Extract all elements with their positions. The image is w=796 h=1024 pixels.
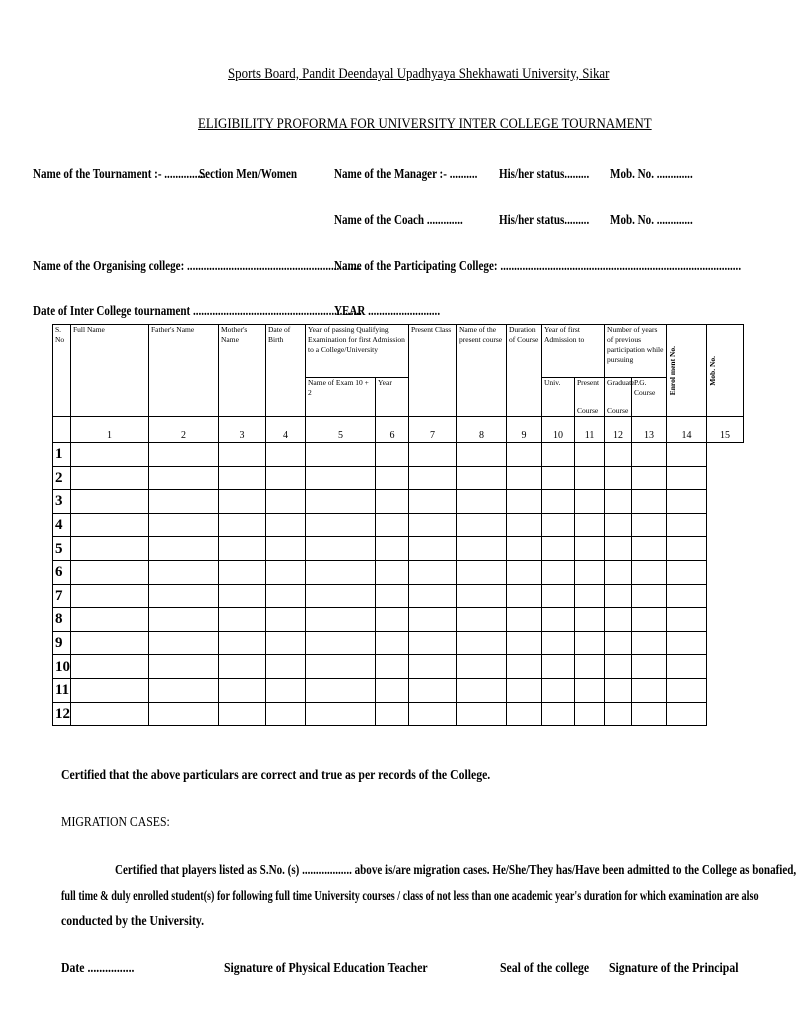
table-cell	[667, 560, 707, 584]
row-number: 4	[53, 513, 71, 537]
table-row	[53, 584, 744, 608]
table-cell	[507, 584, 542, 608]
table-cell	[507, 678, 542, 702]
row-number: 6	[53, 560, 71, 584]
table-cell	[71, 655, 149, 679]
table-cell	[71, 466, 149, 490]
table-cell	[667, 584, 707, 608]
table-cell	[575, 702, 605, 726]
row-number: 7	[53, 584, 71, 608]
table-cell	[542, 678, 575, 702]
table-cell	[457, 584, 507, 608]
table-cell	[71, 702, 149, 726]
header-mother-name: Mother's Name	[219, 325, 266, 417]
table-cell	[376, 443, 409, 467]
subheader-graduate	[605, 378, 635, 417]
table-cell	[575, 655, 605, 679]
column-number: 6	[376, 417, 409, 443]
table-cell	[266, 631, 306, 655]
certification-text: Certified that the above particulars are correct and true as per records of the College.	[61, 768, 491, 783]
table-cell	[632, 466, 667, 490]
table-cell	[605, 490, 632, 514]
migration-heading: MIGRATION CASES:	[61, 815, 170, 830]
table-cell	[667, 608, 707, 632]
table-cell	[542, 702, 575, 726]
table-cell	[667, 490, 707, 514]
table-cell	[409, 655, 457, 679]
table-cell	[149, 443, 219, 467]
table-cell	[575, 513, 605, 537]
table-cell	[376, 560, 409, 584]
table-cell	[605, 631, 632, 655]
table-cell	[71, 537, 149, 561]
table-cell	[71, 608, 149, 632]
table-cell	[457, 490, 507, 514]
manager-mob-field: Mob. No. .............	[610, 166, 693, 181]
table-cell	[605, 560, 632, 584]
table-cell	[376, 537, 409, 561]
column-number: 14	[667, 417, 707, 443]
table-cell	[149, 584, 219, 608]
coach-status-field: His/her status.........	[499, 212, 590, 227]
table-cell	[542, 490, 575, 514]
table-cell	[149, 678, 219, 702]
graduate-label: Graduate	[607, 378, 635, 387]
table-cell	[409, 631, 457, 655]
table-cell	[306, 631, 376, 655]
column-number: 1	[71, 417, 149, 443]
table-cell	[266, 655, 306, 679]
table-cell	[457, 466, 507, 490]
table-cell	[306, 490, 376, 514]
enrolment-label: Enrol ment No.	[668, 345, 678, 396]
row-number: 3	[53, 490, 71, 514]
table-cell	[409, 466, 457, 490]
table-cell	[376, 466, 409, 490]
table-cell	[149, 631, 219, 655]
row-number: 5	[53, 537, 71, 561]
table-cell	[507, 513, 542, 537]
table-cell	[306, 608, 376, 632]
present-label: Present	[577, 378, 600, 387]
table-cell	[457, 678, 507, 702]
table-cell	[507, 702, 542, 726]
table-cell	[149, 702, 219, 726]
table-cell	[632, 655, 667, 679]
header-first-admission: Year of first Admission to	[542, 325, 605, 378]
table-cell	[219, 490, 266, 514]
table-row	[53, 560, 744, 584]
table-cell	[542, 608, 575, 632]
table-cell	[219, 560, 266, 584]
table-cell	[542, 655, 575, 679]
section-field: Section Men/Women	[199, 166, 298, 181]
table-cell	[575, 608, 605, 632]
table-cell	[266, 537, 306, 561]
table-cell	[667, 655, 707, 679]
table-cell	[575, 443, 605, 467]
header-previous-years: Number of years of previous participation while pursuing	[605, 325, 667, 378]
column-number-blank	[53, 417, 71, 443]
subheader-pg: P.G. Course	[632, 378, 667, 417]
table-cell	[376, 678, 409, 702]
table-cell	[219, 443, 266, 467]
table-cell	[667, 443, 707, 467]
table-cell	[71, 513, 149, 537]
table-cell	[409, 537, 457, 561]
row-number: 10	[53, 655, 71, 679]
table-cell	[149, 655, 219, 679]
table-cell	[376, 655, 409, 679]
table-cell	[632, 608, 667, 632]
table-cell	[457, 655, 507, 679]
table-cell	[605, 443, 632, 467]
table-cell	[409, 584, 457, 608]
table-row	[53, 608, 744, 632]
table-cell	[266, 608, 306, 632]
table-cell	[306, 443, 376, 467]
table-cell	[605, 678, 632, 702]
table-cell	[457, 631, 507, 655]
table-cell	[507, 631, 542, 655]
row-number: 2	[53, 466, 71, 490]
table-cell	[575, 560, 605, 584]
table-cell	[605, 466, 632, 490]
table-row	[53, 702, 744, 726]
table-cell	[632, 631, 667, 655]
table-cell	[266, 513, 306, 537]
table-cell	[575, 631, 605, 655]
table-cell	[575, 490, 605, 514]
document-subtitle: ELIGIBILITY PROFORMA FOR UNIVERSITY INTER COLLEGE TOURNAMENT	[198, 116, 652, 132]
table-cell	[71, 560, 149, 584]
table-row	[53, 513, 744, 537]
table-cell	[409, 560, 457, 584]
table-row	[53, 466, 744, 490]
table-cell	[149, 608, 219, 632]
table-cell	[457, 702, 507, 726]
table-row	[53, 537, 744, 561]
table-cell	[306, 678, 376, 702]
footer-principal-signature: Signature of the Principal	[609, 961, 739, 976]
table-cell	[376, 702, 409, 726]
table-cell	[507, 466, 542, 490]
table-cell	[376, 631, 409, 655]
table-cell	[457, 560, 507, 584]
table-cell	[542, 560, 575, 584]
table-cell	[149, 490, 219, 514]
table-cell	[219, 513, 266, 537]
graduate-course-label: Course	[607, 406, 629, 415]
column-number: 3	[219, 417, 266, 443]
table-cell	[266, 702, 306, 726]
column-number: 9	[507, 417, 542, 443]
subheader-univ: Univ.	[542, 378, 575, 417]
table-cell	[219, 584, 266, 608]
table-cell	[632, 584, 667, 608]
table-cell	[575, 678, 605, 702]
table-cell	[219, 678, 266, 702]
table-cell	[507, 655, 542, 679]
table-cell	[376, 490, 409, 514]
table-cell	[71, 584, 149, 608]
table-row	[53, 678, 744, 702]
table-row	[53, 655, 744, 679]
document-title: Sports Board, Pandit Deendayal Upadhyaya Shekhawati University, Sikar	[228, 66, 610, 82]
table-cell	[667, 466, 707, 490]
table-cell	[575, 537, 605, 561]
table-cell	[632, 513, 667, 537]
column-number: 7	[409, 417, 457, 443]
column-number: 5	[306, 417, 376, 443]
table-cell	[376, 608, 409, 632]
table-cell	[605, 584, 632, 608]
table-cell	[667, 702, 707, 726]
column-number: 12	[605, 417, 632, 443]
table-cell	[542, 466, 575, 490]
table-cell	[575, 584, 605, 608]
table-cell	[306, 466, 376, 490]
table-cell	[306, 584, 376, 608]
mob-label: Mob. No.	[708, 355, 718, 386]
table-cell	[409, 702, 457, 726]
year-field: YEAR ..........................	[334, 303, 441, 318]
column-number: 10	[542, 417, 575, 443]
footer-college-seal: Seal of the college	[500, 961, 590, 976]
table-cell	[542, 584, 575, 608]
table-cell	[605, 702, 632, 726]
table-cell	[266, 443, 306, 467]
table-cell	[507, 443, 542, 467]
table-cell	[219, 631, 266, 655]
organising-college-field: Name of the Organising college: ...............................................................	[33, 258, 362, 273]
table-cell	[542, 537, 575, 561]
header-present-class: Present Class	[409, 325, 457, 417]
migration-line-2: full time & duly enrolled student(s) for following full time University courses / class of not less than one academic year's duration for which examination are also	[61, 889, 759, 904]
date-field: Date of Inter College tournament .............................................................	[33, 303, 362, 318]
table-cell	[219, 655, 266, 679]
header-present-course: Name of the present course	[457, 325, 507, 417]
table-cell	[457, 513, 507, 537]
tournament-field: Name of the Tournament :- ...............	[33, 166, 206, 181]
table-cell	[71, 490, 149, 514]
table-row	[53, 490, 744, 514]
participating-college-field: Name of the Participating College: .......................................................................................	[334, 258, 742, 273]
table-cell	[409, 443, 457, 467]
migration-line-3: conducted by the University.	[61, 914, 205, 929]
table-cell	[266, 490, 306, 514]
present-course-label: Course	[577, 406, 599, 415]
table-cell	[219, 466, 266, 490]
table-cell	[605, 537, 632, 561]
data-rows	[53, 443, 744, 726]
table-cell	[71, 443, 149, 467]
table-cell	[306, 655, 376, 679]
header-duration: Duration of Course	[507, 325, 542, 417]
migration-line-1: Certified that players listed as S.No. (s) .................. above is/are migration cases. He/She/They has/Have been admitted to the College as bonafied,	[115, 863, 796, 878]
footer-date: Date ................	[61, 961, 135, 976]
table-cell	[605, 608, 632, 632]
table-cell	[667, 631, 707, 655]
column-number: 8	[457, 417, 507, 443]
column-number: 11	[575, 417, 605, 443]
table-cell	[667, 678, 707, 702]
table-cell	[376, 584, 409, 608]
subheader-present	[575, 378, 605, 417]
table-cell	[71, 678, 149, 702]
table-cell	[605, 655, 632, 679]
table-cell	[306, 537, 376, 561]
column-number: 4	[266, 417, 306, 443]
row-number: 11	[53, 678, 71, 702]
table-cell	[632, 490, 667, 514]
table-cell	[409, 608, 457, 632]
manager-field: Name of the Manager :- ..........	[334, 166, 478, 181]
column-number: 2	[149, 417, 219, 443]
subheader-year: Year	[376, 378, 409, 417]
header-enrolment	[667, 325, 707, 417]
table-cell	[306, 560, 376, 584]
column-number: 15	[707, 417, 744, 443]
table-cell	[219, 608, 266, 632]
footer-pe-teacher-signature: Signature of Physical Education Teacher	[224, 961, 428, 976]
table-cell	[149, 560, 219, 584]
header-mob	[707, 325, 744, 417]
table-cell	[542, 443, 575, 467]
coach-field: Name of the Coach .............	[334, 212, 463, 227]
table-cell	[667, 513, 707, 537]
table-cell	[542, 631, 575, 655]
table-cell	[266, 560, 306, 584]
table-cell	[306, 513, 376, 537]
manager-status-field: His/her status.........	[499, 166, 590, 181]
header-dob: Date of Birth	[266, 325, 306, 417]
table-cell	[409, 513, 457, 537]
column-number: 13	[632, 417, 667, 443]
table-cell	[266, 466, 306, 490]
header-sno: S. No	[53, 325, 71, 417]
table-cell	[575, 466, 605, 490]
table-cell	[542, 513, 575, 537]
table-cell	[632, 702, 667, 726]
table-row	[53, 443, 744, 467]
table-cell	[149, 537, 219, 561]
subheader-exam: Name of Exam 10 + 2	[306, 378, 376, 417]
header-qualifying-exam: Year of passing Qualifying Examination for first Admission to a College/University	[306, 325, 409, 378]
table-cell	[507, 537, 542, 561]
table-cell	[507, 560, 542, 584]
row-number: 1	[53, 443, 71, 467]
table-cell	[149, 466, 219, 490]
table-cell	[219, 702, 266, 726]
table-cell	[409, 678, 457, 702]
header-full-name: Full Name	[71, 325, 149, 417]
column-number-row	[53, 417, 744, 443]
table-cell	[149, 513, 219, 537]
table-cell	[457, 537, 507, 561]
coach-mob-field: Mob. No. .............	[610, 212, 693, 227]
table-cell	[632, 560, 667, 584]
table-cell	[507, 490, 542, 514]
table-cell	[457, 443, 507, 467]
table-cell	[376, 513, 409, 537]
table-cell	[457, 608, 507, 632]
row-number: 12	[53, 702, 71, 726]
row-number: 9	[53, 631, 71, 655]
table-cell	[71, 631, 149, 655]
table-cell	[219, 537, 266, 561]
table-cell	[632, 678, 667, 702]
table-cell	[266, 584, 306, 608]
header-father-name: Father's Name	[149, 325, 219, 417]
table-cell	[632, 443, 667, 467]
row-number: 8	[53, 608, 71, 632]
eligibility-table	[52, 324, 744, 726]
table-cell	[667, 537, 707, 561]
table-cell	[605, 513, 632, 537]
table-cell	[632, 537, 667, 561]
table-row	[53, 631, 744, 655]
table-cell	[306, 702, 376, 726]
table-cell	[507, 608, 542, 632]
table-cell	[266, 678, 306, 702]
table-cell	[409, 490, 457, 514]
